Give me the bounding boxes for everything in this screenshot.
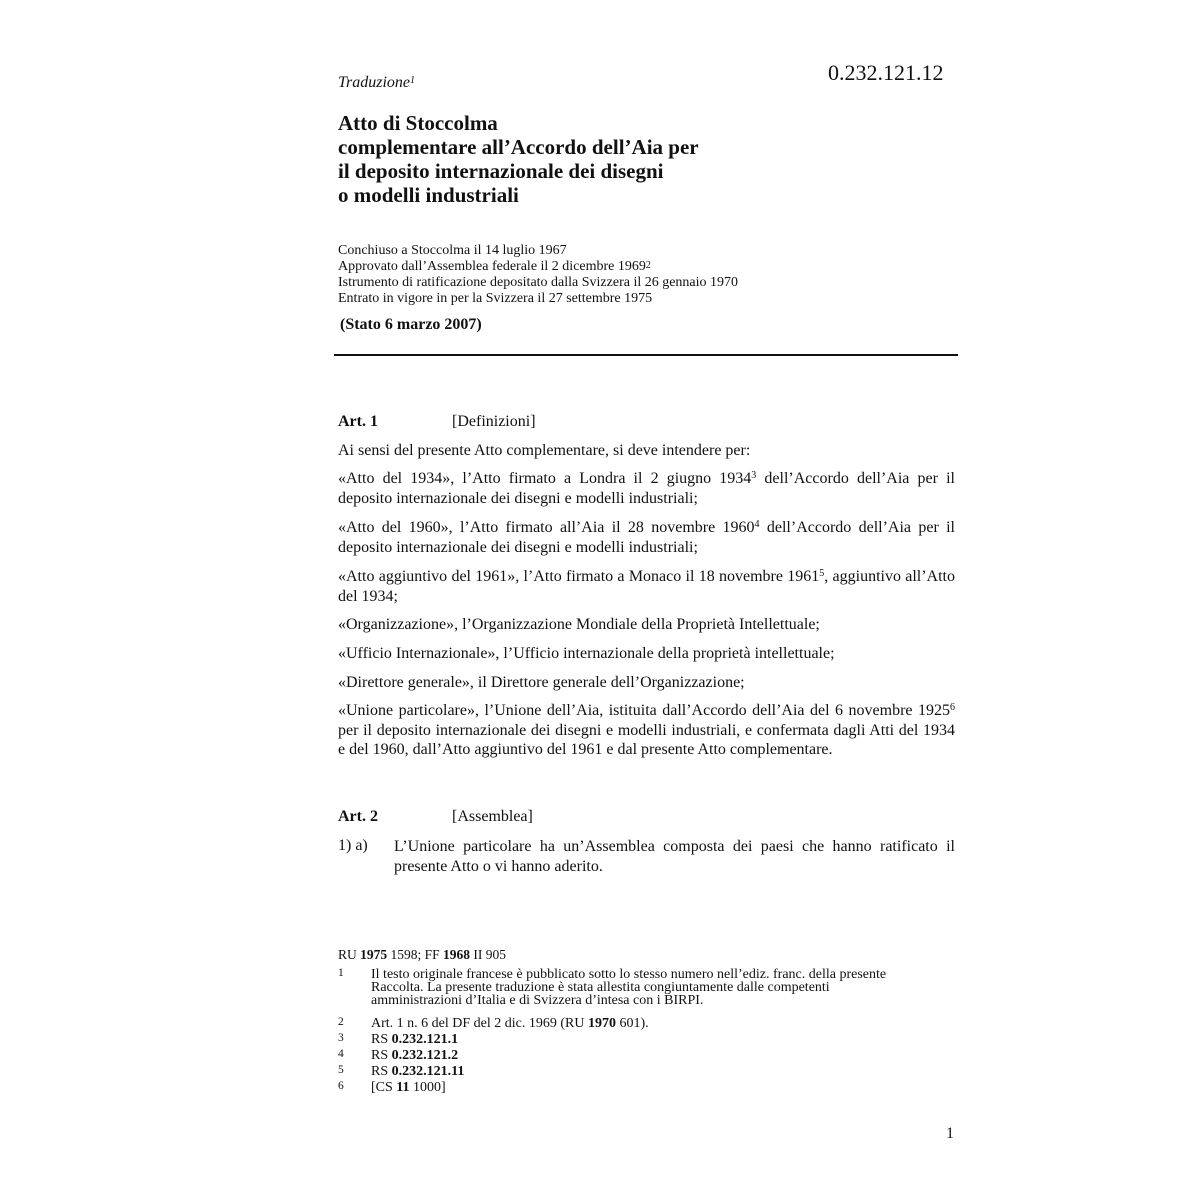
footnote-bold: 0.232.121.2 [391, 1048, 459, 1063]
footnote-text-6 [371, 1081, 916, 1094]
footnote-ref-4[interactable]: 4 [754, 519, 760, 530]
definition-atto-aggiuntivo-1961 [338, 567, 955, 606]
art1-number: Art. 1 [338, 413, 378, 430]
art2-item-number: 1) a) [338, 837, 368, 854]
footnote-text-3 [371, 1033, 916, 1046]
document-metadata [338, 243, 738, 307]
footnote-part: 1000] [409, 1080, 446, 1095]
footnote-number: 1 [338, 967, 344, 979]
definition-text: «Unione particolare», l’Unione dell’Aia, istituita dall’Accordo dell’Aia del 6 novembre 1925 [338, 702, 950, 719]
title-line: Atto di Stoccolma [338, 111, 498, 135]
definition-organizzazione: «Organizzazione», l’Organizzazione Mondiale della Proprietà Intellettuale; [338, 616, 820, 633]
definition-atto-1960 [338, 518, 955, 557]
definition-text: per il deposito internazionale dei disegni e modelli industriali, e confermata dagli Atti del 1934 e del 1960, dall’Atto aggiuntivo del 1961 e dal presente Atto complementare. [338, 721, 955, 758]
ratification-line: Istrumento di ratificazione depositato dalla Svizzera il 26 gennaio 1970 [338, 275, 739, 290]
footnote-bold: 0.232.121.11 [391, 1064, 465, 1079]
definition-text: «Atto del 1960», l’Atto firmato all’Aia il 28 novembre 1960 [338, 519, 755, 536]
footnote-ref-3[interactable]: 3 [751, 470, 757, 481]
definition-unione-particolare [338, 701, 955, 760]
art1-heading: [Definizioni] [452, 413, 536, 430]
title-line: complementare all’Accordo dell’Aia per [338, 135, 699, 159]
translation-label [338, 74, 415, 92]
footnote-ref-2[interactable]: 2 [645, 260, 651, 271]
ff-rest: II 905 [473, 947, 507, 962]
definition-text: , aggiuntivo all’Atto del 1934; [338, 568, 955, 605]
footnote-text-1: Il testo originale francese è pubblicato sotto lo stesso numero nell’ediz. franc. della presente Raccolta. La presente traduzione è stata allestita congiuntamente dalle competenti amministrazioni d’Italia e di Svizzera d’intesa con i BIRPI. [371, 967, 887, 1008]
document-title [338, 111, 699, 207]
footnote-bold: 0.232.121.1 [391, 1032, 459, 1047]
art2-number: Art. 2 [338, 808, 378, 825]
footnote-part: RS [371, 1048, 392, 1063]
ru-year: 1975 [360, 947, 388, 962]
ru-reference [338, 947, 506, 963]
in-force-line: Entrato in vigore in per la Svizzera il 27 settembre 1975 [338, 291, 653, 306]
document-number: 0.232.121.12 [828, 60, 944, 85]
footnote-number: 2 [338, 1016, 344, 1028]
footnote-bold: 1970 [587, 1016, 616, 1031]
footnote-part: RS [371, 1064, 392, 1079]
footnote-number: 3 [338, 1032, 344, 1044]
footnote-ref-6[interactable]: 6 [950, 702, 955, 713]
header-divider [334, 354, 958, 356]
art2-heading: [Assemblea] [452, 808, 533, 825]
definition-text: «Atto del 1934», l’Atto firmato a Londra il 2 giugno 1934 [338, 470, 752, 487]
definition-text: dell’Accordo dell’Aia per il deposito internazionale dei disegni e modelli industriali; [338, 519, 956, 556]
status-line: (Stato 6 marzo 2007) [340, 316, 482, 333]
footnote-part: [CS [371, 1080, 397, 1095]
footnote-number: 6 [338, 1080, 344, 1092]
approved-line [338, 259, 738, 275]
ru-label: RU [338, 947, 357, 962]
footnote-ref-5[interactable]: 5 [819, 568, 825, 579]
approved-text: Approvato dall’Assemblea federale il 2 dicembre 1969 [338, 259, 646, 274]
title-line: o modelli industriali [338, 183, 519, 207]
footnote-ref-1[interactable]: 1 [410, 75, 416, 86]
footnote-part: Art. 1 n. 6 del DF del 2 dic. 1969 (RU [371, 1016, 588, 1031]
ff-year: 1968 [443, 947, 471, 962]
footnote-text-2 [371, 1017, 916, 1030]
footnote-part: RS [371, 1032, 392, 1047]
definition-text: «Atto aggiuntivo del 1961», l’Atto firmato a Monaco il 18 novembre 1961 [338, 568, 820, 585]
footnote-bold: 11 [396, 1080, 410, 1095]
footnote-part: 601). [615, 1016, 649, 1031]
definition-direttore-generale: «Direttore generale», il Direttore generale dell’Organizzazione; [338, 674, 745, 691]
definition-text: dell’Accordo dell’Aia per il deposito internazionale dei disegni e modelli industriali; [338, 470, 955, 507]
translation-text: Traduzione [338, 74, 411, 91]
footnote-text-4 [371, 1049, 916, 1062]
footnote-number: 5 [338, 1064, 344, 1076]
ru-page: 1598; FF [390, 947, 440, 962]
title-line: il deposito internazionale dei disegni [338, 159, 664, 183]
page-number: 1 [946, 1125, 954, 1142]
definition-atto-1934 [338, 469, 955, 508]
footnote-text-5 [371, 1065, 916, 1078]
footnote-number: 4 [338, 1048, 344, 1060]
art2-item-text: L’Unione particolare ha un’Assemblea composta dei paesi che hanno ratificato il presente Atto o vi hanno aderito. [394, 838, 955, 875]
concluded-line: Conchiuso a Stoccolma il 14 luglio 1967 [338, 243, 567, 258]
art1-intro: Ai sensi del presente Atto complementare, si deve intendere per: [338, 442, 751, 459]
definition-ufficio-internazionale: «Ufficio Internazionale», l’Ufficio internazionale della proprietà intellettuale; [338, 645, 835, 662]
